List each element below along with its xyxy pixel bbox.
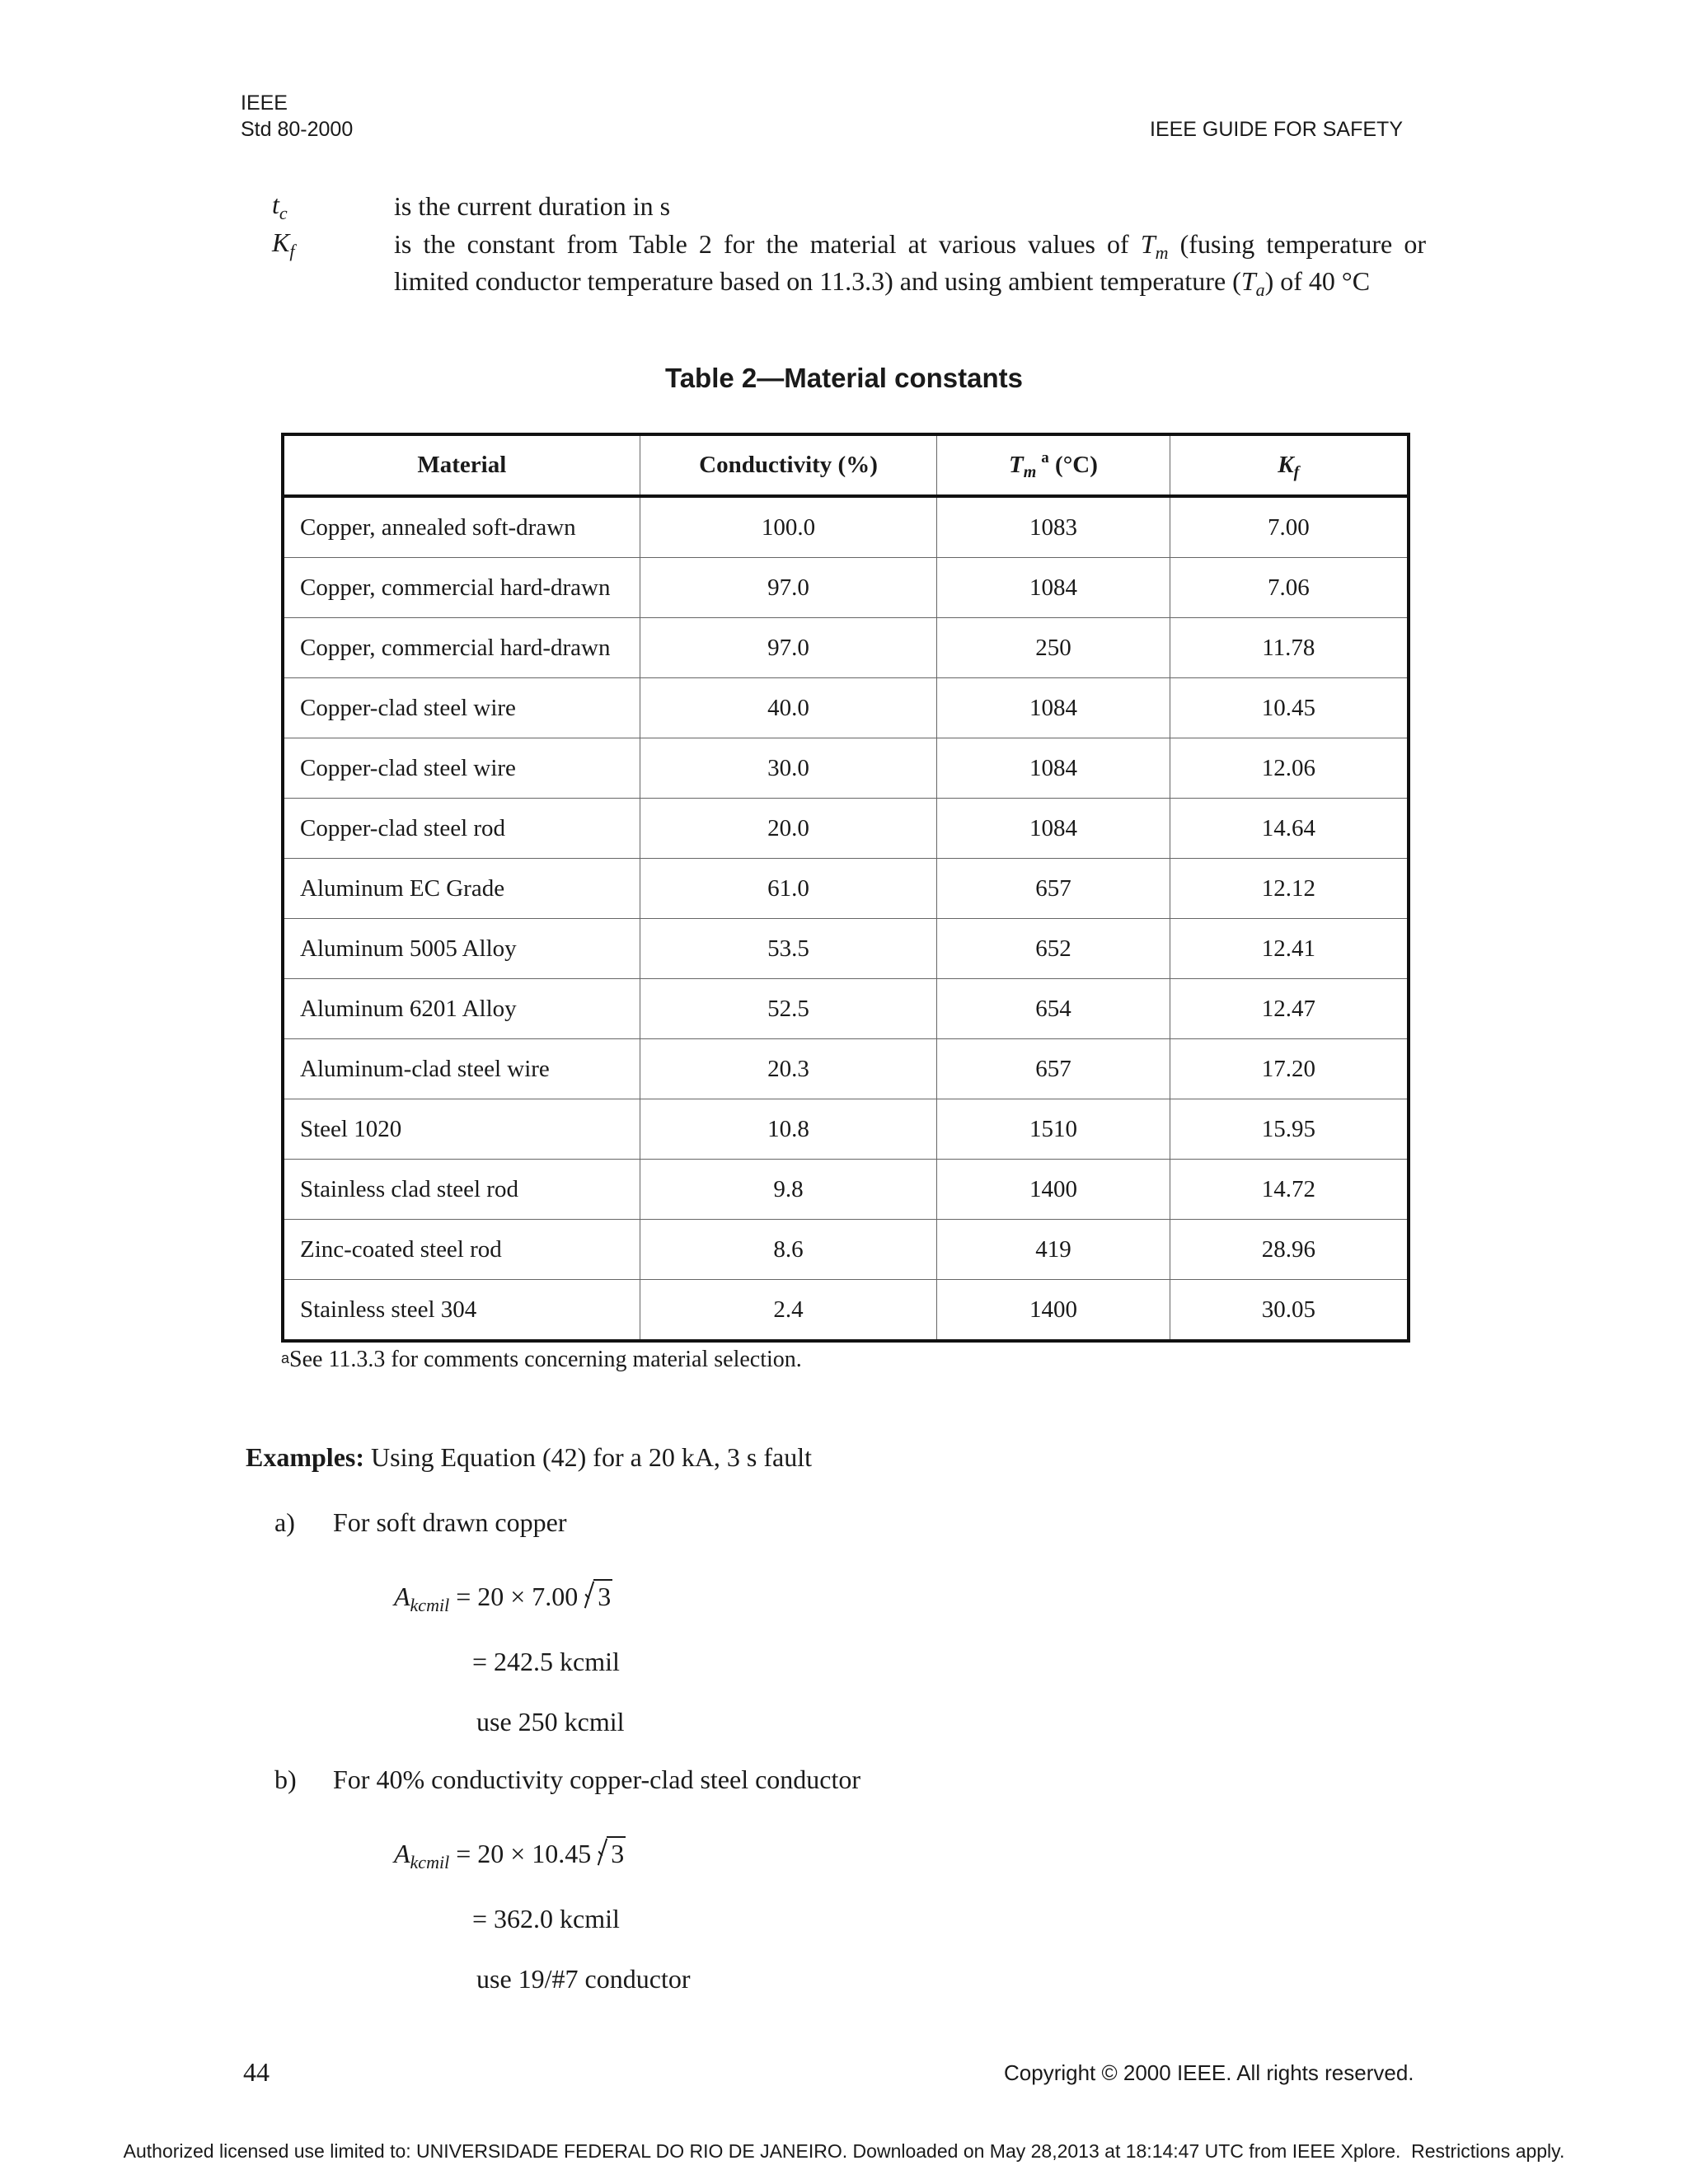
cell-conductivity: 61.0 [640,859,937,919]
cell-material: Copper-clad steel wire [283,678,640,738]
cell-conductivity: 40.0 [640,678,937,738]
cell-material: Copper, commercial hard-drawn [283,558,640,618]
cell-tm: 1084 [937,799,1170,859]
cell-tm: 1400 [937,1160,1170,1220]
table-row [283,496,1409,558]
cell-conductivity: 52.5 [640,979,937,1039]
cell-kf: 30.05 [1170,1280,1409,1342]
license-notice: Authorized licensed use limited to: UNIVERSIDADE FEDERAL DO RIO DE JANEIRO. Downloaded on May 28,2013 at 18:14:47 UTC from IEEE Xplore. Restrictions apply. [123,2140,1565,2162]
header-std: Std 80-2000 [241,118,354,141]
cell-material: Zinc-coated steel rod [283,1220,640,1280]
cell-tm: 1510 [937,1099,1170,1160]
cell-kf: 28.96 [1170,1220,1409,1280]
example-b-use: use 19/#7 conductor [476,1964,691,1994]
table-row [283,1220,1409,1280]
example-b-marker: b) [274,1765,297,1794]
header-tm: $T_m^a$ (°C) [937,434,1170,496]
table-row [283,919,1409,979]
cell-conductivity: 30.0 [640,738,937,799]
cell-conductivity: 100.0 [640,496,937,558]
def-text-kf-line2: limited conductor temperature based on 11.3.3) and using ambient temperature $(T_a)$ of 40 °C [394,266,1371,300]
cell-tm: 1084 [937,558,1170,618]
table-row [283,558,1409,618]
def-symbol-kf: $K_f$ [272,227,295,261]
cell-kf: 10.45 [1170,678,1409,738]
cell-conductivity: 97.0 [640,558,937,618]
material-constants-table [281,433,1410,1343]
table-row [283,618,1409,678]
cell-tm: 1084 [937,678,1170,738]
cell-conductivity: 97.0 [640,618,937,678]
cell-kf: 7.06 [1170,558,1409,618]
example-a-use: use 250 kcmil [476,1707,625,1736]
example-a-title: For soft drawn copper [333,1507,567,1537]
example-a-marker: a) [274,1507,295,1537]
cell-kf: 7.00 [1170,496,1409,558]
table-row [283,979,1409,1039]
cell-tm: 419 [937,1220,1170,1280]
cell-kf: 17.20 [1170,1039,1409,1099]
cell-material: Stainless steel 304 [283,1280,640,1342]
cell-material: Copper-clad steel wire [283,738,640,799]
cell-kf: 12.12 [1170,859,1409,919]
cell-kf: 12.41 [1170,919,1409,979]
table-row [283,1099,1409,1160]
example-a-result: = 242.5 kcmil [472,1647,620,1676]
example-b-title: For 40% conductivity copper-clad steel conductor [333,1765,861,1794]
header-conductivity: Conductivity (%) [640,434,937,496]
def-text-kf-line1: is the constant from Table 2 for the material at various values of $T_m$ (fusing temperature or [394,229,1427,263]
cell-material: Steel 1020 [283,1099,640,1160]
cell-material: Copper-clad steel rod [283,799,640,859]
cell-conductivity: 53.5 [640,919,937,979]
cell-tm: 657 [937,859,1170,919]
header-material: Material [283,434,640,496]
table-header-row [283,434,1409,496]
header-title: IEEE GUIDE FOR SAFETY [1150,118,1403,141]
copyright-notice: Copyright © 2000 IEEE. All rights reserved. [1004,2060,1414,2085]
cell-material: Copper, annealed soft-drawn [283,496,640,558]
cell-material: Aluminum 5005 Alloy [283,919,640,979]
table-caption: Table 2—Material constants [664,363,1023,393]
cell-kf: 12.06 [1170,738,1409,799]
cell-conductivity: 10.8 [640,1099,937,1160]
table-row [283,1039,1409,1099]
cell-material: Aluminum-clad steel wire [283,1039,640,1099]
example-b-result: = 362.0 kcmil [472,1904,620,1933]
cell-conductivity: 8.6 [640,1220,937,1280]
def-text-tc: is the current duration in s [394,191,671,221]
header-kf: $K_f$ [1170,434,1409,496]
table-footnote: $^a$See 11.3.3 for comments concerning material selection. [281,1347,802,1372]
cell-kf: 14.72 [1170,1160,1409,1220]
cell-tm: 652 [937,919,1170,979]
page-number: 44 [243,2057,270,2087]
cell-kf: 14.64 [1170,799,1409,859]
cell-tm: 1400 [937,1280,1170,1342]
table-row [283,859,1409,919]
cell-tm: 1084 [937,738,1170,799]
cell-kf: 15.95 [1170,1099,1409,1160]
cell-conductivity: 2.4 [640,1280,937,1342]
cell-material: Copper, commercial hard-drawn [283,618,640,678]
examples-intro: Examples: Using Equation (42) for a 20 kA, 3 s fault [246,1442,813,1472]
cell-conductivity: 9.8 [640,1160,937,1220]
example-b-equation: $A_{kcmil} = 20 \times 10.45$ 3 [394,1835,624,1876]
cell-tm: 657 [937,1039,1170,1099]
cell-tm: 250 [937,618,1170,678]
cell-material: Aluminum 6201 Alloy [283,979,640,1039]
table-row [283,1160,1409,1220]
cell-conductivity: 20.0 [640,799,937,859]
table-row [283,678,1409,738]
cell-tm: 1083 [937,496,1170,558]
cell-tm: 654 [937,979,1170,1039]
cell-material: Aluminum EC Grade [283,859,640,919]
def-symbol-tc: $t_c$ [272,190,288,223]
cell-kf: 11.78 [1170,618,1409,678]
table-row [283,738,1409,799]
cell-material: Stainless clad steel rod [283,1160,640,1220]
header-org: IEEE [241,91,288,115]
cell-conductivity: 20.3 [640,1039,937,1099]
cell-kf: 12.47 [1170,979,1409,1039]
table-row [283,1280,1409,1342]
table-row [283,799,1409,859]
example-a-equation: $A_{kcmil} = 20 \times 7.00$ 3 [394,1577,611,1619]
